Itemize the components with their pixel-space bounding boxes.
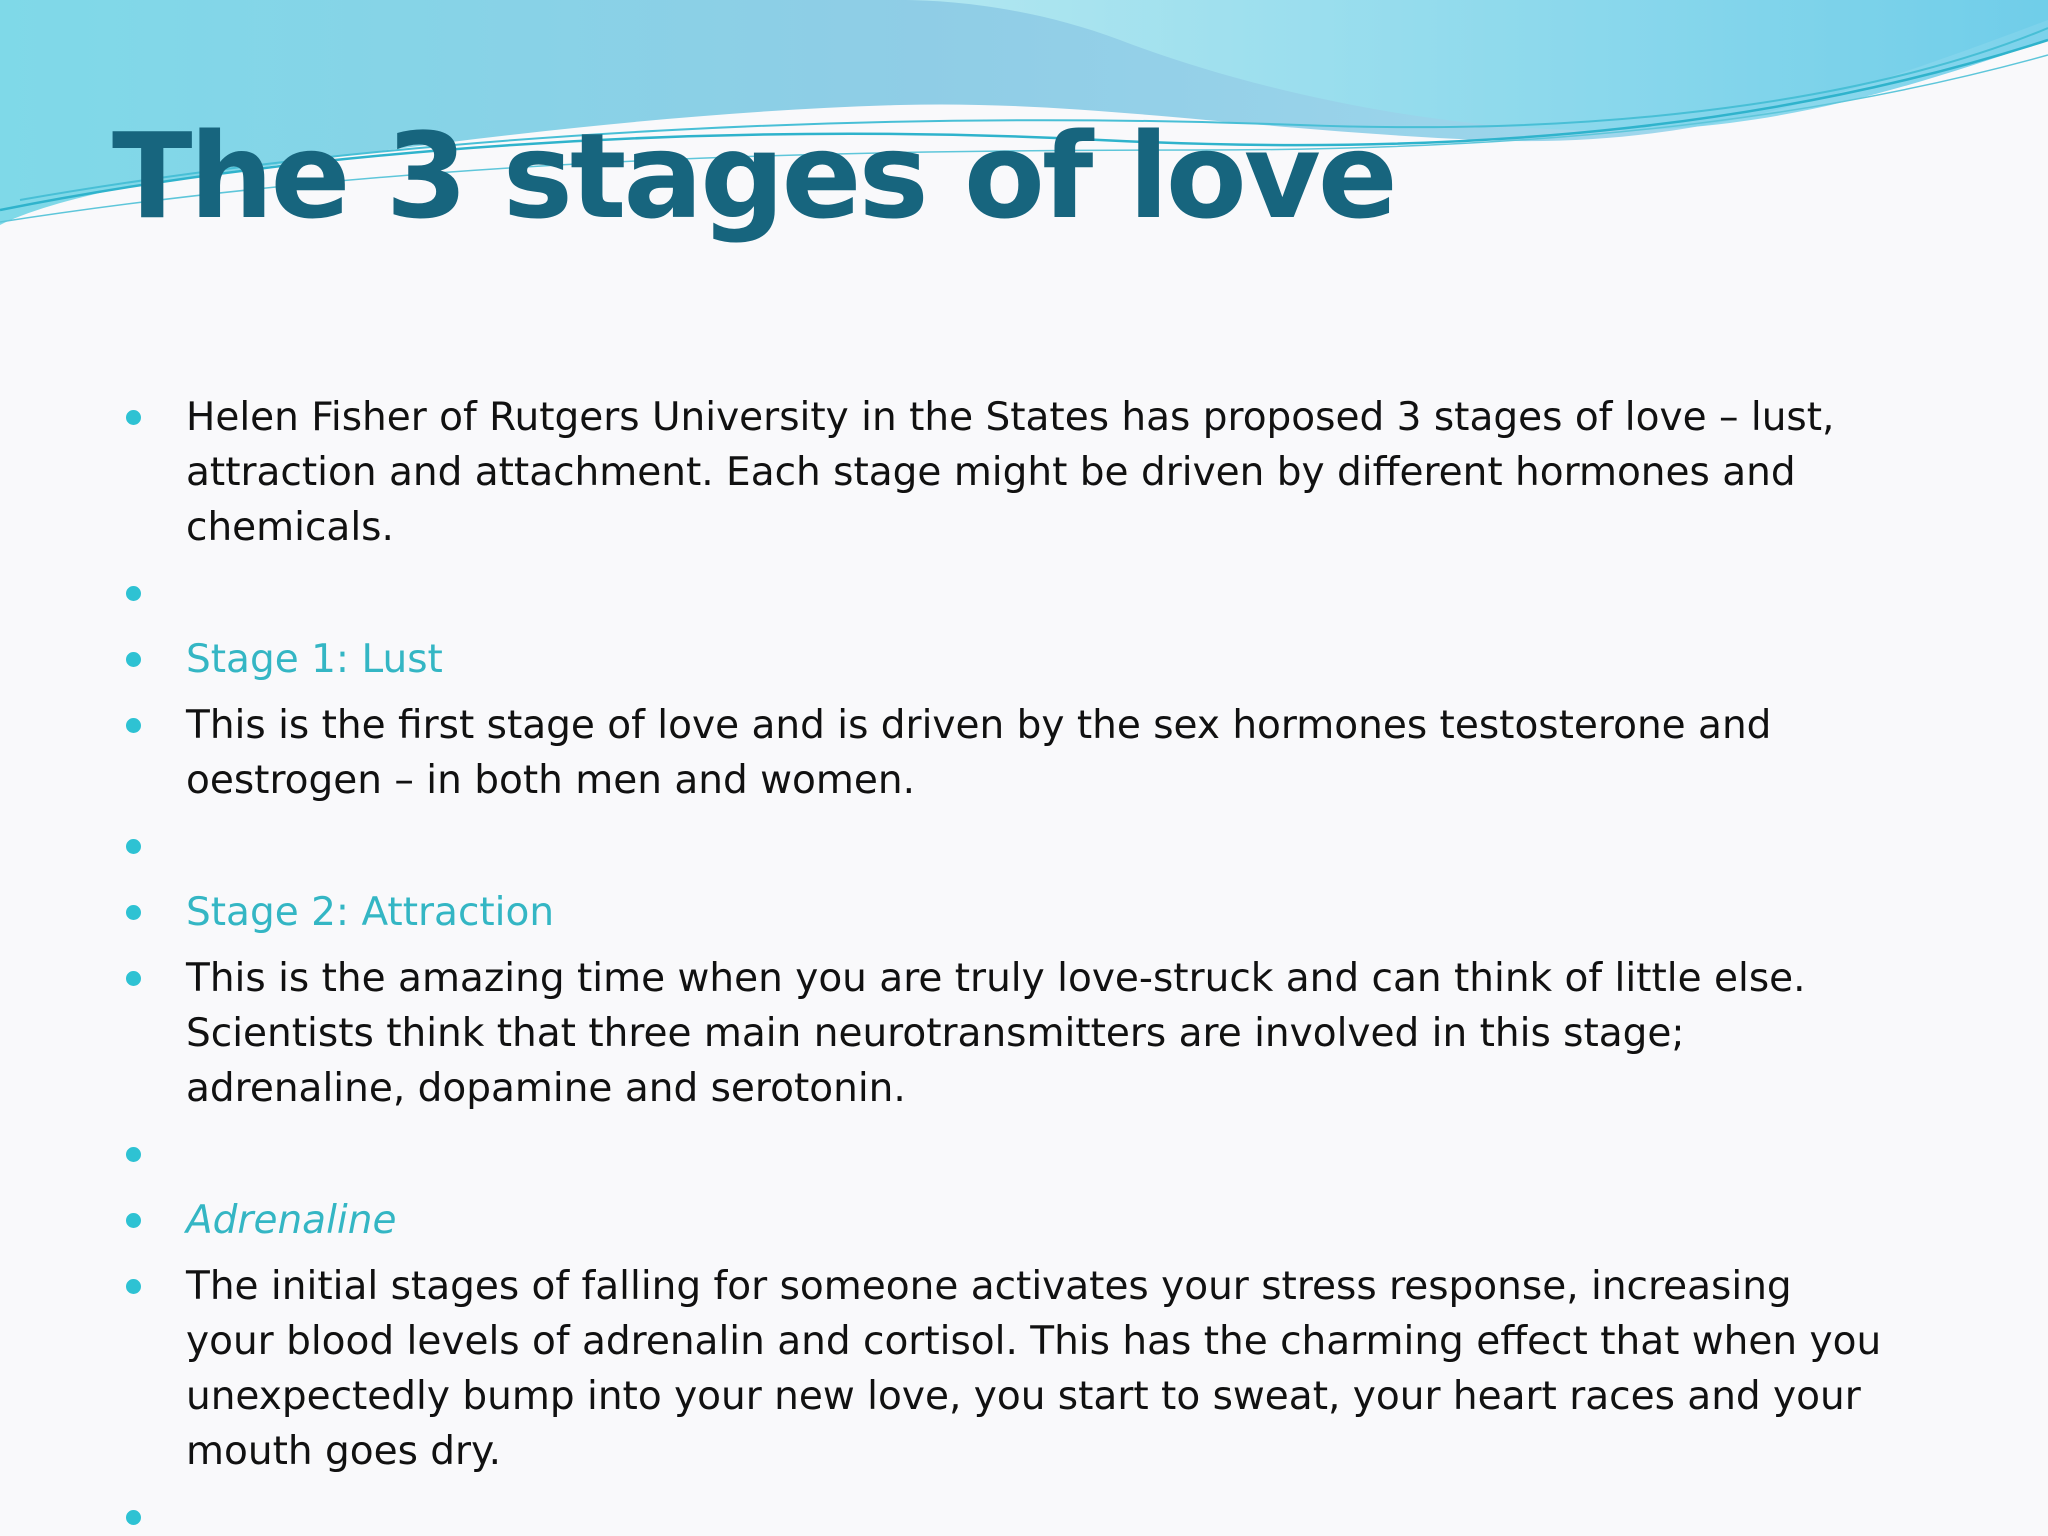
- bullet-item: [126, 698, 1886, 808]
- bullet-text: Adrenaline: [186, 1198, 397, 1243]
- bullet-list: [126, 390, 1886, 1536]
- empty-bullet-item: [126, 1127, 1886, 1182]
- bullet-dot-icon: [126, 1213, 141, 1228]
- bullet-dot-icon: [126, 1510, 141, 1525]
- bullet-dot-icon: [126, 1147, 141, 1162]
- bullet-text: Stage 1: Lust: [186, 637, 443, 682]
- bullet-text: Stage 2: Attraction: [186, 890, 555, 935]
- bullet-dot-icon: [126, 971, 141, 986]
- stage-heading-item: [126, 1193, 1886, 1248]
- slide-title: The 3 stages of love: [112, 107, 1395, 245]
- bullet-text: This is the amazing time when you are truly love-struck and can think of little else. Scientists think that three main neurotransmitters are involved in this stage; adrenaline, dopamine and serotonin.: [186, 956, 1806, 1111]
- bullet-dot-icon: [126, 652, 141, 667]
- bullet-item: [126, 951, 1886, 1116]
- empty-bullet-item: [126, 1490, 1886, 1536]
- stage-heading-item: [126, 885, 1886, 940]
- bullet-item: [126, 390, 1886, 555]
- bullet-dot-icon: [126, 839, 141, 854]
- bullet-dot-icon: [126, 1279, 141, 1294]
- bullet-dot-icon: [126, 586, 141, 601]
- stage-heading-item: [126, 632, 1886, 687]
- bullet-text: The initial stages of falling for someone activates your stress response, increasing your blood levels of adrenalin and cortisol. This has the charming effect that when you unexpectedly bump into your new love, you start to sweat, your heart races and your mouth goes dry.: [186, 1264, 1882, 1474]
- bullet-text: Helen Fisher of Rutgers University in the States has proposed 3 stages of love – lust, attraction and attachment. Each stage might be driven by different hormones and chemicals.: [186, 395, 1835, 550]
- bullet-dot-icon: [126, 718, 141, 733]
- bullet-dot-icon: [126, 410, 141, 425]
- bullet-text: This is the first stage of love and is driven by the sex hormones testosterone and oestrogen – in both men and women.: [186, 703, 1772, 803]
- bullet-item: [126, 1259, 1886, 1479]
- empty-bullet-item: [126, 819, 1886, 874]
- empty-bullet-item: [126, 566, 1886, 621]
- bullet-dot-icon: [126, 905, 141, 920]
